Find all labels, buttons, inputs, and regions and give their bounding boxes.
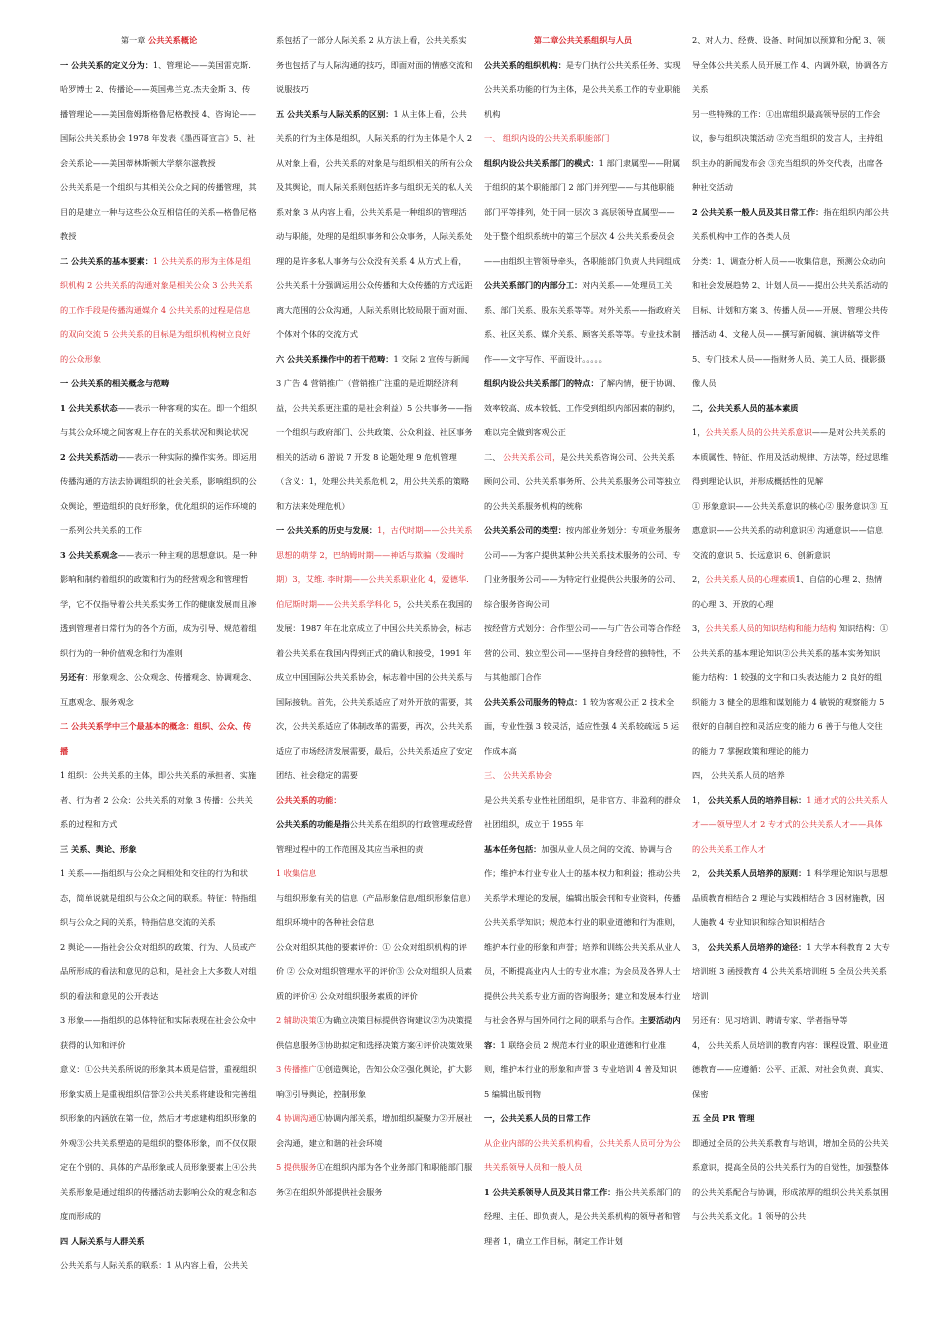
text-run: 五 全员 PR 管理 [692, 1113, 755, 1123]
paragraph [692, 861, 890, 935]
paragraph [60, 396, 258, 445]
paragraph [60, 763, 258, 837]
paragraph [276, 1008, 473, 1057]
text-run: 公共关系人员的培养目标： [708, 794, 807, 805]
paragraph [692, 1106, 890, 1131]
text-run: 加强从业人员之间的交流、协调与合作；维护本行业专业人士的基本权力和利益；推动公共关系学术理论的发展，编辑出版会刊和专业资料，传播公共关系学知识；规范本行业的职业道德和行为准则，维护本行业的形象和声誉；培养和训练公共关系从业人员，不断提高业内人士的专业水准；为会员及各界人士提供公共关系专业方面的咨询服务；建立和发展本行业与社会各界与国外同行之间的联系与合作。 [484, 843, 681, 1025]
text-run: 组织内设公共关系部门的模式： [484, 157, 599, 168]
text-run: ——表示一种客观的实在。即一个组织与其公众环境之间客观上存在的关系状况和舆论状况 [60, 402, 257, 437]
paragraph [276, 347, 473, 519]
paragraph [276, 886, 473, 935]
text-run: 公共关系的功能： [276, 794, 342, 805]
text-run: 1 公共关系领导人员及其日常工作： [484, 1186, 616, 1197]
text-run: 1 大学本科教育 2 大专培训班 3 函授教育 4 公共关系培训班 5 全员公共关系培训 [692, 941, 890, 1001]
text-run: 一 公共关系的相关概念与范畴 [60, 378, 170, 388]
text-run: 3 公共关系观念 [60, 549, 118, 560]
text-run: ，公共关系在我国的发展：1987 年在北京成立了中国公共关系协会，标志着公共关系在我国内得到正式的确认和接受，1991 年成立中国国际公共关系协会，标志着中国的公共关系与国际接轨。首先，公共关系适应了对外开放的需要，其次，公共关系适应了体制改革的需要，再次，公共关系适应了市场经济发展需要，最后，公共关系适应了安定团结、社会稳定的需要 [276, 598, 473, 780]
text-run: 四 人际关系与人群关系 [60, 1235, 145, 1246]
text-run: 二 公共关系的基本要素： [60, 255, 153, 266]
text-run: 按经营方式划分：合作型公司——与广告公司等合作经营的公司、独立型公司——坚持自身经营的独特性，不与其他部门合作 [484, 623, 681, 682]
paragraph [484, 690, 682, 764]
text-run: 第二章公共关系组织与人员 [533, 35, 633, 45]
paragraph [692, 567, 890, 616]
paragraph [484, 1131, 682, 1180]
text-run: 指在组织内部公共关系机构中工作的各类人员 [692, 206, 889, 241]
text-run: 另还有 [60, 672, 85, 682]
paragraph [60, 1057, 258, 1229]
text-run: 二、 [484, 451, 503, 462]
paragraph [60, 175, 258, 249]
text-run: 2 辅助决策 [276, 1015, 317, 1025]
paragraph [276, 102, 473, 347]
text-run: ①协调内部关系，增加组织凝聚力②开展社会沟通，建立和谐的社会环境 [276, 1113, 473, 1148]
paragraph [60, 249, 258, 372]
paragraph [692, 1033, 890, 1107]
paragraph [276, 935, 473, 1009]
paragraph [692, 935, 890, 1009]
paragraph [484, 763, 682, 788]
text-run: 1、自信的心理 2、热情的心理 3、开放的心理 [692, 574, 883, 609]
text-run: 4 协调沟通 [276, 1113, 317, 1123]
paragraph [276, 788, 473, 813]
paragraph [60, 837, 258, 862]
text-run: 1 关系——指组织与公众之间相处和交往的行为和状态，简单说就是组织与公众之间的联系。特征：特指组织与公众之间的关系，特指信息交流的关系 [60, 868, 257, 927]
paragraph [484, 837, 682, 1107]
paragraph [484, 126, 682, 151]
text-run: 2， [692, 868, 708, 878]
text-run: 一 公共关系的历史与发展： [276, 525, 378, 535]
paragraph [692, 616, 890, 665]
text-run: 即通过全员的公共关系教育与培训，增加全员的公共关系意识，提高全员的公共关系行为的自觉性，加强整体的公共关系配合与协调，形成浓厚的组织公共关系氛围与公共关系文化。1 领导的公共 [692, 1137, 889, 1221]
paragraph [484, 1106, 682, 1131]
text-run: 公共关系与人际关系的联系：1 从内容上看，公共关 [60, 1260, 248, 1270]
paragraph [692, 1131, 890, 1229]
text-run: 公共关系的功能是指 [276, 819, 350, 829]
paragraph [484, 1180, 682, 1254]
text-run: 系包括了一部分人际关系 2 从方法上看，公共关系实务也包括了与人际沟通的技巧，即面对面的情感交流和说服技巧 [276, 35, 473, 94]
text-run: 公共关系概论 [148, 35, 198, 45]
text-run: 1 从主体上看，公共关系的行为主体是组织，人际关系的行为主体是个人 2 从对象上看，公共关系的对象是与组织相关的所有公众及其舆论，而人际关系则包括许多与组织无关的私人关系对象 3 从内容上看，公共关系是一种组织的管理活动与职能，处理的是组织事务和公众事务，人际关系处理的是许多私人事务与公众没有关系 4 从方式上看，公共关系十分强调运用公众传播和大众传播的方式远距离大范围的公众沟通，人际关系则比较局限于面对面、个体对个体的交流方式 [276, 108, 473, 339]
text-run: 第一章 [120, 35, 149, 45]
text-run: 公共关系公司服务的特点： [484, 696, 583, 707]
paragraph [60, 371, 258, 396]
text-run: 2 公共关系活动 [60, 451, 118, 462]
paragraph [692, 494, 890, 568]
text-run: 了解内情，便于协调、效率较高、成本较低、工作受到组织内部因素的制约，难以完全做到客观公正 [484, 378, 681, 437]
paragraph [484, 151, 682, 274]
text-run: 1， [692, 794, 708, 805]
text-run: 四， 公共关系人员的培养 [692, 770, 785, 780]
text-run: 意义：①公共关系所说的形象其本质是信誉，重视组织形象实质上是重视组织信誉②公共关系将建设和完善组织形象的内涵放在第一位，然后才考虑建构组织形象的外观③公共关系塑造的是组织的整体形象，而不仅仅限定在个别的、具体的产品形象或人员形象要素上④公共关系形象是通过组织的传播活动去影响公众的观念和态度而形成的 [60, 1064, 257, 1221]
chapter-title [60, 28, 258, 53]
chapter-title [484, 28, 682, 53]
text-run: 1 收集信息 [276, 868, 317, 878]
text-run: ——是对公共关系的本质属性、特征、作用及活动规律、方法等，经过思维得到理论认识，并形成概括性的见解 [692, 427, 889, 486]
paragraph [692, 420, 890, 494]
text-run: 公共关系在组织的行政管理或经营管理过程中的工作范围及其应当承担的责 [276, 819, 473, 854]
text-run: 2、对人力、经费、设备、时间加以预算和分配 3、领导全体公共关系人员开展工作 4、内调外联，协调各方关系 [692, 35, 889, 94]
text-run: ：形象观念、公众观念、传播观念、协调观念、互惠观念、服务观念 [60, 672, 257, 707]
paragraph [484, 273, 682, 371]
text-run: 公共关系公司， [502, 451, 561, 462]
text-run: 另一些特殊的工作：①出席组织最高领导层的工作会议，参与组织决策活动 ②充当组织的发言人，主持组织主办的新闻发布会 ③充当组织的外交代表，出席各种社交活动 [692, 108, 883, 192]
text-run: 1，古代时期——公共关系思想的萌芽 2，巴纳姆时期——神话与欺骗（发端时期）3，艾维. 李时期——公共关系职业化 4，爱德华. 伯尼斯时期——公共关系学科化 5 [276, 525, 473, 609]
text-run: 1 较为客观公正 2 技术全面，专业性强 3 较灵活，适应性强 4 关系较疏远 5 运作成本高 [484, 696, 679, 756]
text-run: 1 交际 2 宣传与新闻 3 广告 4 营销推广（营销推广注重的是近期经济利益，公共关系更注重的是社会利益）5 公共事务——指一个组织与政府部门、公共政策、公众利益、社区事务相关的活动 6 游说 7 开发 8 论题处理 9 危机管理（含义：1，处理公共关系危机 2，用公共关系的策略和方法来处理危机） [276, 353, 473, 511]
text-run: 一、 组织内设的公共关系职能部门 [484, 133, 610, 143]
paragraph [692, 396, 890, 421]
paragraph [60, 445, 258, 543]
text-run: 公共关系部门的内部分工： [484, 280, 583, 290]
text-run: ——表示一种实际的操作实务。即运用传播沟通的方法去协调组织的社会关系，影响组织的公众舆论，塑造组织的良好形象，优化组织的运作环境的一系列公共关系的工作 [60, 451, 257, 535]
text-run: 三 关系、舆论、形象 [60, 843, 137, 854]
text-run: 3 传播推广 [276, 1064, 317, 1074]
text-run: 公共关系人员培养的原则： [708, 868, 807, 878]
paragraph [484, 788, 682, 837]
paragraph [60, 1008, 258, 1057]
paragraph [276, 1155, 473, 1204]
text-run: 2 公共关系一般人员及其日常工作： [692, 206, 824, 217]
text-run: 指公共关系部门的经理、主任、即负责人，是公共关系机构的领导者和管理者 1，确立工作目标，制定工作计划 [484, 1186, 681, 1246]
text-column-3 [484, 28, 682, 1253]
paragraph [276, 1106, 473, 1155]
text-run: 公共关系是一个组织与其相关公众之间的传播管理，其目的是建立一种与这些公众互相信任的关系—格鲁尼格教授 [60, 182, 257, 241]
text-run: 五 公共关系与人际关系的区别： [276, 108, 394, 119]
text-run: ①为确立决策目标提供咨询建议②为决策提供信息服务③协助拟定和选择决策方案④评价决策效果 [276, 1015, 473, 1050]
text-run: 另还有：见习培训、聘请专家、学者指导等 [692, 1015, 848, 1025]
text-run: 一，公共关系人员的日常工作 [484, 1113, 591, 1123]
paragraph [276, 861, 473, 886]
paragraph [692, 249, 890, 396]
paragraph [692, 665, 890, 763]
text-run: 分类：1、调查分析人员——收集信息，预测公众动向和社会发展趋势 2、计划人员——提出公共关系活动的目标、计划和方案 3、传播人员——开展、管理公共传播活动 4、文秘人员——撰写新闻稿、演讲稿等文件 5、专门技术人员——指财务人员、美工人员、摄影摄像人员 [692, 255, 889, 388]
text-run: 公众对组织其他的要素评价：① 公众对组织机构的评价 ② 公众对组织管理水平的评价③ 公众对组织人员素质的评价④ 公众对组织服务素质的评价 [276, 941, 473, 1001]
paragraph [60, 714, 258, 763]
paragraph [60, 1253, 258, 1278]
text-run: 5 提供服务 [276, 1162, 317, 1172]
text-run: 能力结构：1 较强的文字和口头表达能力 2 良好的组织能力 3 健全的思维和谋划能力 4 敏锐的观察能力 5 很好的自制自控和灵活应变的能力 6 善于与他人交往的能力 7 掌握政策和理论的能力 [692, 672, 885, 756]
text-run: 3， [692, 623, 706, 633]
text-run: 从企业内部的公共关系机构看，公共关系人员可分为公共关系领导人员和一般人员 [484, 1137, 681, 1172]
text-run: 是公共关系咨询公司、公共关系顾问公司、公共关系事务所、公共关系服务公司等独立的公共关系服务机构的统称 [484, 451, 681, 511]
text-run: ① 形象意识——公共关系意识的核心② 服务意识③ 互惠意识——公共关系的动利意识④ 沟通意识——信息交流的意识 5、长远意识 6、创新意识 [692, 500, 889, 560]
paragraph [484, 616, 682, 690]
paragraph [60, 53, 258, 176]
paragraph [692, 1008, 890, 1033]
text-run: 知识结构：①公共关系的基本理论知识②公共关系的基本实务知识 [692, 623, 889, 658]
paragraph [484, 445, 682, 519]
paragraph [692, 763, 890, 788]
paragraph [276, 812, 473, 861]
text-run: 对内关系——处理员工关系、部门关系、股东关系等等。对外关系——指政府关系、社区关系、媒介关系、顾客关系等等。专业技术制作——文字写作、平面设计。。。。。 [484, 280, 681, 364]
paragraph [60, 1229, 258, 1254]
text-run: 是专门执行公共关系任务、实现公共关系功能的行为主体，是公共关系工作的专业职能机构 [484, 59, 681, 119]
paragraph [692, 200, 890, 249]
text-column-1 [60, 28, 258, 1278]
text-run: 1 部门隶属型——附属于组织的某个职能部门 2 部门并列型——与其他职能部门平等排列，处于同一层次 3 高层领导直属型——处于整个组织系统中的第三个层次 4 公共关系委员会——由组织主管领导牵头，各职能部门负责人共同组成 [484, 157, 681, 266]
text-run: 是公共关系专业性社团组织，是非官方、非盈利的群众社团组织，成立于 1955 年 [484, 794, 681, 829]
paragraph [484, 518, 682, 616]
paragraph [276, 28, 473, 102]
text-run: 1 公共关系状态 [60, 402, 118, 413]
text-column-4 [692, 28, 890, 1229]
paragraph [60, 861, 258, 935]
text-run: 公共关系人员的知识结构和能力结构 [705, 623, 837, 633]
text-run: ①在组织内部为各个业务部门和职能部门服务②在组织外部提供社会服务 [276, 1162, 473, 1197]
paragraph [60, 935, 258, 1009]
text-run: 按内部业务划分：专项业务服务公司——为客户提供某种公共关系技术服务的公司、专门业务服务公司——为特定行业提供公共服务的公司、 综合服务咨询公司 [484, 525, 681, 609]
paragraph [692, 102, 890, 200]
text-column-2 [276, 28, 473, 1204]
text-run: 二 公共关系学中三个最基本的概念：组织、公众、传播 [60, 721, 252, 756]
text-run: 公共关系公司的类型： [484, 525, 566, 535]
text-run: 二，公共关系人员的基本素质 [692, 402, 799, 413]
text-run: 2， [692, 574, 706, 584]
text-run: 公共关系人员的心理素质 [705, 574, 796, 584]
paragraph [276, 518, 473, 788]
text-run: ①创造舆论，告知公众②强化舆论，扩大影响③引导舆论，控制形象 [276, 1064, 473, 1099]
text-run: 与组织形象有关的信息（产品形象信息/组织形象信息）组织环境中的各种社会信息 [276, 892, 472, 927]
text-run: 公共关系人员的公共关系意识 [705, 427, 812, 437]
paragraph [692, 788, 890, 862]
text-run: 六 公共关系操作中的若干范畴： [276, 353, 394, 364]
text-run: 一 公共关系的定义分为： [60, 59, 153, 70]
text-run: 3， [692, 941, 708, 952]
text-run: 1 通才式的公共关系人才——领导型人才 2 专才式的公共关系人才——具体的公共关系工作人才 [692, 794, 888, 854]
text-run: 3 形象——指组织的总体特征和实际表现在社会公众中获得的认知和评价 [60, 1015, 257, 1050]
text-run: 组织内设公共关系部门的特点： [484, 378, 599, 388]
text-run: 4， 公共关系人员培训的教育内容：课程设置、职业道德教育——应遵循：公平、正派、对社会负责、真实、保密 [692, 1039, 889, 1099]
text-run: 1 组织：公共关系的主体，即公共关系的承担者、实施者、行为者 2 公众：公共关系的对象 3 传播：公共关系的过程和方式 [60, 770, 257, 829]
paragraph [692, 28, 890, 102]
text-run: 公共关系人员培养的途径： [708, 941, 807, 952]
paragraph [484, 53, 682, 127]
text-run: 1， [692, 427, 706, 437]
paragraph [60, 665, 258, 714]
text-run: 公共关系的组织机构： [484, 59, 566, 70]
text-run: 1 联络会员 2 规范本行业的职业道德和行业准则，维护本行业的形象和声誉 3 专业培训 4 普及知识 5 编辑出版刊物 [484, 1039, 677, 1099]
paragraph [60, 543, 258, 666]
paragraph [484, 371, 682, 445]
text-run: 主要活动内容： [484, 1015, 681, 1050]
text-run: 1 公共关系的形为主体是组织机构 2 公共关系的沟通对象是相关公众 3 公共关系的工作手段是传播沟通媒介 4 公共关系的过程是信息的双向交流 5 公共关系的目标是为组织机构树立良好的公众形象 [60, 255, 253, 364]
text-run: 基本任务包括： [484, 843, 542, 854]
text-run: 2 舆论——指社会公众对组织的政策、行为、人员或产品所形成的看法和意见的总和，是社会上大多数人对组织的看法和意见的公开表达 [60, 941, 257, 1001]
paragraph [276, 1057, 473, 1106]
text-run: 1 科学理论知识与思想品质教育相结合 2 理论与实践相结合 3 因材施教，因人施教 4 专业知识和综合知识相结合 [692, 868, 888, 927]
text-run: 1、管理论——美国雷克斯.哈罗博士 2、传播论——英国弗兰克.杰夫金斯 3、传播管理论——美国詹姆斯格鲁尼格教授 4、咨询论——国际公共关系协会 1978 年发表《墨西哥宣言》5、社会关系论——美国蒂林斯顿大学蔡尔滋教授 [60, 59, 257, 168]
text-run: 三、 公共关系协会 [484, 770, 553, 780]
text-run: ——表示一种主观的思想意识。是一种影响和制约着组织的政策和行为的经营观念和管理哲学，它不仅指导着公共关系实务工作的健康发展而且渗透到管理者日常行为的各个方面，成为引导、规范着组织行为的一种价值观念和行为准则 [60, 549, 257, 658]
